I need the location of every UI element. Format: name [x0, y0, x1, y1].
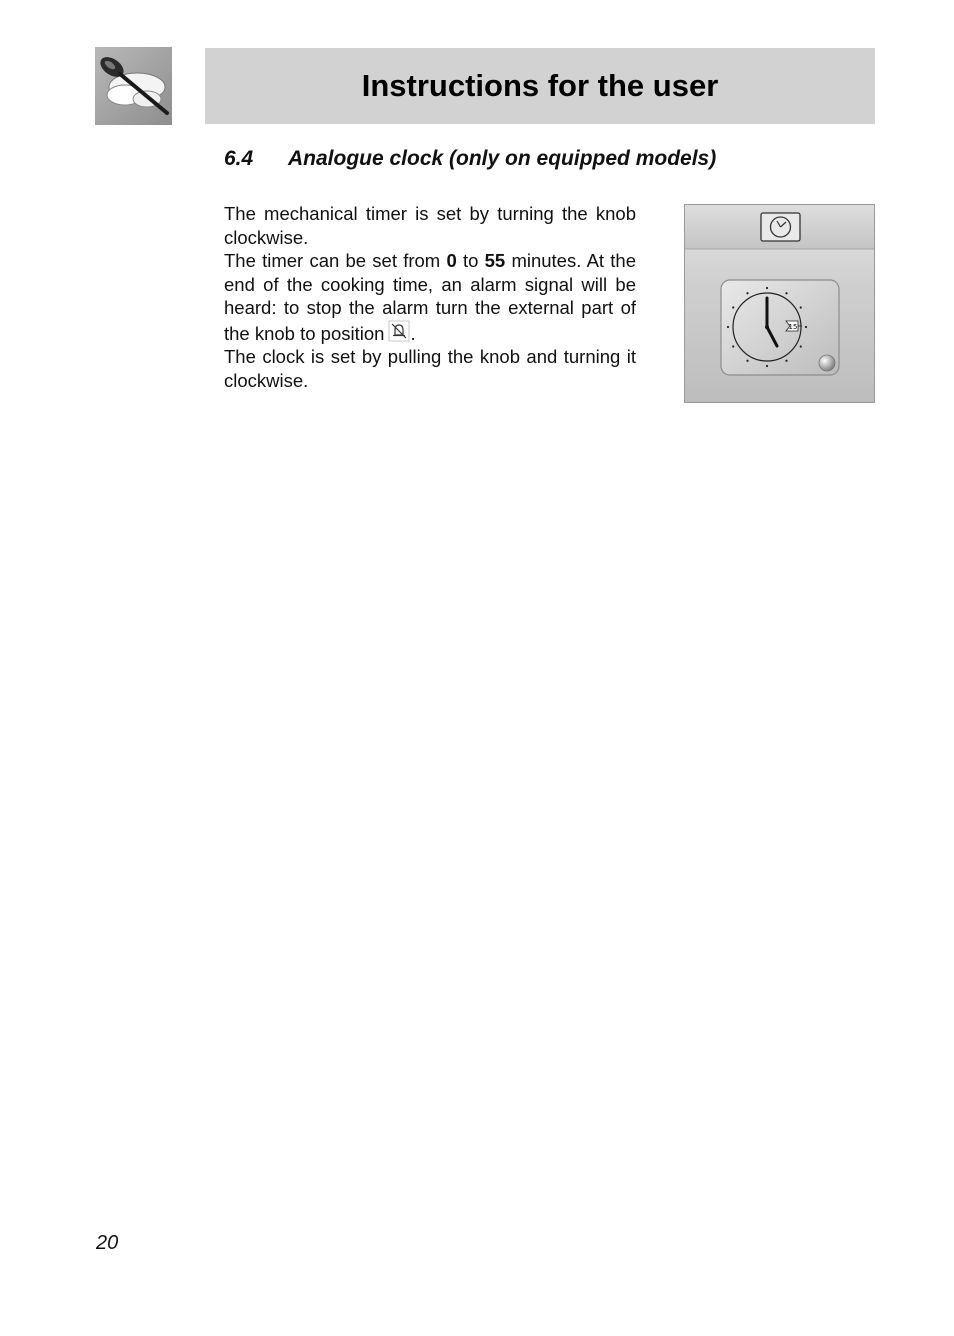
- text-fragment: .: [410, 322, 416, 344]
- dial-tick: [727, 326, 729, 328]
- dial-tick: [766, 365, 768, 367]
- header-bar: [205, 48, 875, 124]
- text-fragment: minutes. At the end of the cooking time, an alarm signal will be heard: to stop the alarm turn the external part of the knob to position: [224, 250, 636, 344]
- dial-tick: [746, 292, 748, 294]
- clock-figure: [684, 204, 875, 403]
- dial-tick: [785, 360, 787, 362]
- paragraph-clock-setup: The clock is set by pulling the knob and turning it clockwise.: [224, 346, 636, 391]
- dial-tick: [746, 360, 748, 362]
- timer-mark: 15: [788, 323, 798, 331]
- timer-knob: [819, 355, 835, 371]
- section-title: Analogue clock (only on equipped models): [288, 147, 717, 170]
- page-title: Instructions for the user: [361, 68, 719, 103]
- text-fragment: to: [456, 250, 485, 271]
- dial-tick: [800, 345, 802, 347]
- section-number: 6.4: [224, 147, 254, 170]
- text-fragment: The timer can be set from: [224, 250, 447, 271]
- dial-tick: [766, 287, 768, 289]
- paragraph-timer-range: [224, 249, 636, 345]
- dial-tick: [732, 306, 734, 308]
- bell-off-icon: [388, 320, 410, 342]
- timer-min-value: 0: [446, 250, 457, 271]
- dial-tick: [800, 306, 802, 308]
- timer-max-value: 55: [484, 250, 506, 271]
- dial-tick: [805, 326, 807, 328]
- clock-icon: [761, 213, 800, 241]
- body-text: [224, 202, 636, 392]
- dial-tick: [785, 292, 787, 294]
- paragraph-timer-setup: The mechanical timer is set by turning the knob clockwise.: [224, 203, 636, 248]
- spoon-chef-hat-icon: [95, 47, 172, 125]
- section-heading: [224, 147, 716, 171]
- dial-tick: [732, 345, 734, 347]
- page-number: 20: [96, 1232, 119, 1254]
- logo: [95, 47, 172, 125]
